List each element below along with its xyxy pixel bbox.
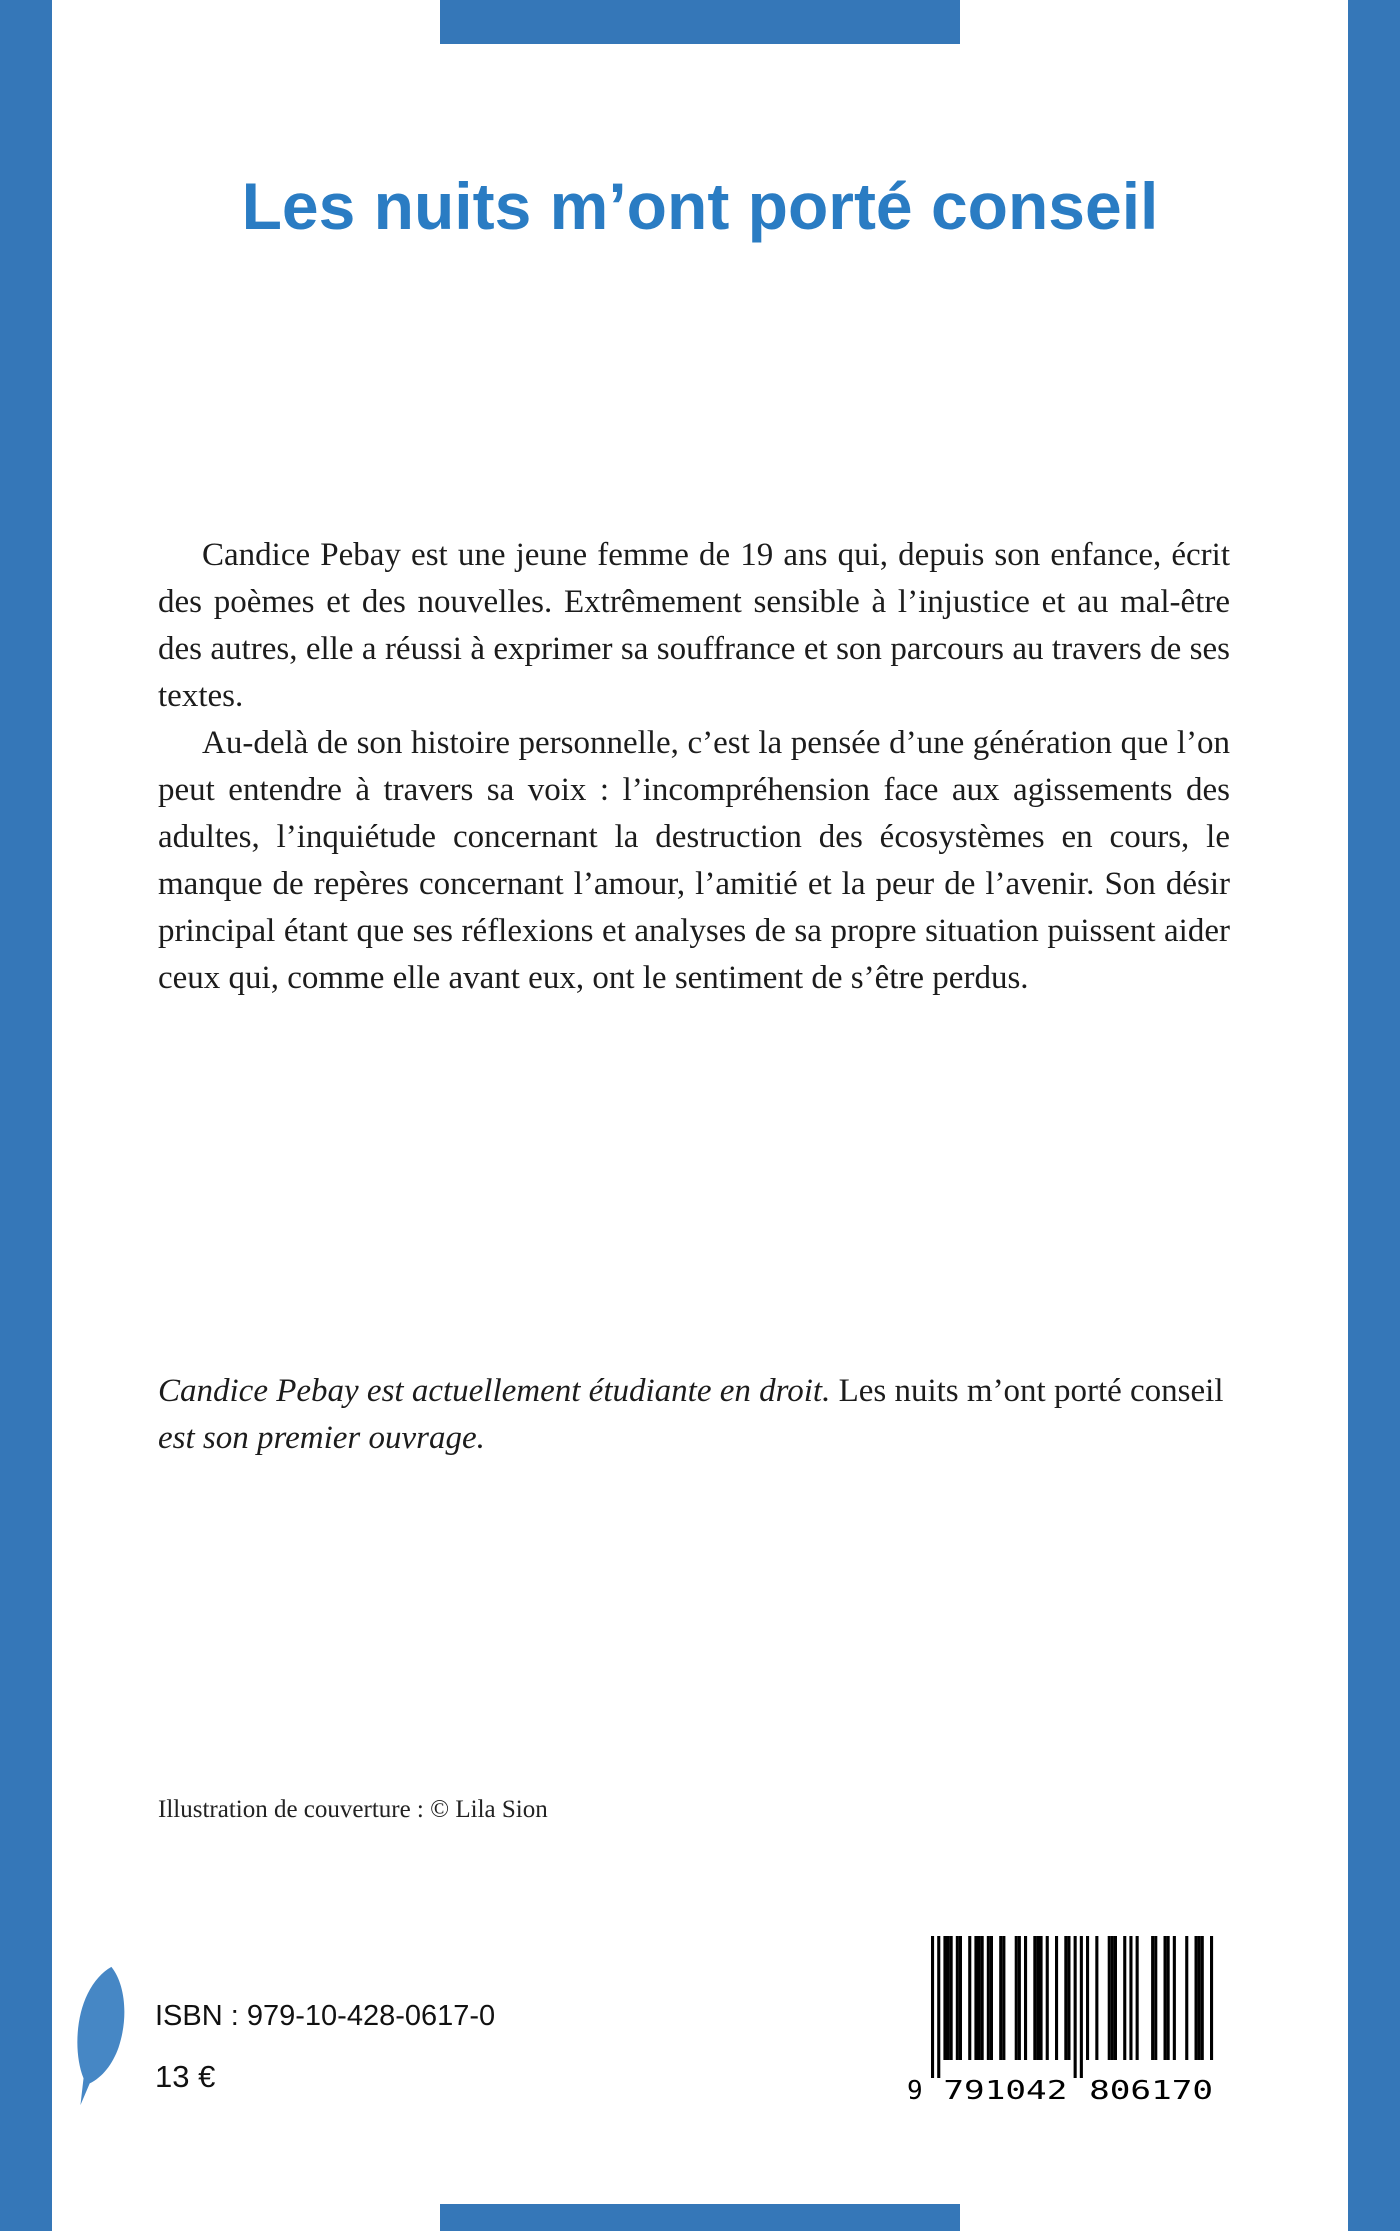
synopsis-paragraph-1: Candice Pebay est une jeune femme de 19 ans qui, depuis son enfance, écrit des poèmes et des nouvelles. Extrêmement sensible à l’injustice et au mal-être des autres, elle a réussi à exprimer sa souffrance et son parcours au travers de ses textes. xyxy=(158,537,1230,714)
right-edge-bar xyxy=(1348,0,1400,2231)
bio-book-title: Les nuits m’ont porté conseil xyxy=(838,1373,1224,1409)
barcode-bars xyxy=(905,1936,1235,2104)
synopsis xyxy=(158,532,1230,1002)
quill-feather-icon xyxy=(66,1964,132,2110)
price-label: 13 € xyxy=(155,2059,216,2094)
ean13-barcode xyxy=(905,1936,1235,2104)
bio-italic-2: est son premier ouvrage. xyxy=(158,1420,485,1456)
synopsis-paragraph-2: Au-delà de son histoire personnelle, c’est la pensée d’une génération que l’on peut entendre à travers sa voix : l’incompréhension face aux agissements des adultes, l’inquiétude concernant la destruction des écosystèmes en cours, le manque de repères concernant l’amour, l’amitié et la peur de l’avenir. Son désir principal étant que ses réflexions et analyses de sa propre situation puissent aider ceux qui, comme elle avant eux, ont le sentiment de s’être perdus. xyxy=(158,725,1230,996)
isbn-block xyxy=(155,2000,495,2095)
book-title: Les nuits m’ont porté conseil xyxy=(241,169,1159,243)
svg-text:791042: 791042 xyxy=(943,2076,1068,2104)
top-tab-bar xyxy=(440,0,960,44)
author-bio xyxy=(158,1368,1230,1462)
svg-text:9: 9 xyxy=(907,2076,923,2104)
left-spine-bar xyxy=(0,0,52,2231)
isbn-label: ISBN : 979-10-428-0617-0 xyxy=(155,2000,496,2032)
illustration-credit: Illustration de couverture : © Lila Sion xyxy=(158,1796,548,1823)
svg-text:806170: 806170 xyxy=(1089,2076,1214,2104)
bio-italic-1: Candice Pebay est actuellement étudiante en droit. xyxy=(158,1373,831,1409)
bottom-tab-bar xyxy=(440,2204,960,2231)
